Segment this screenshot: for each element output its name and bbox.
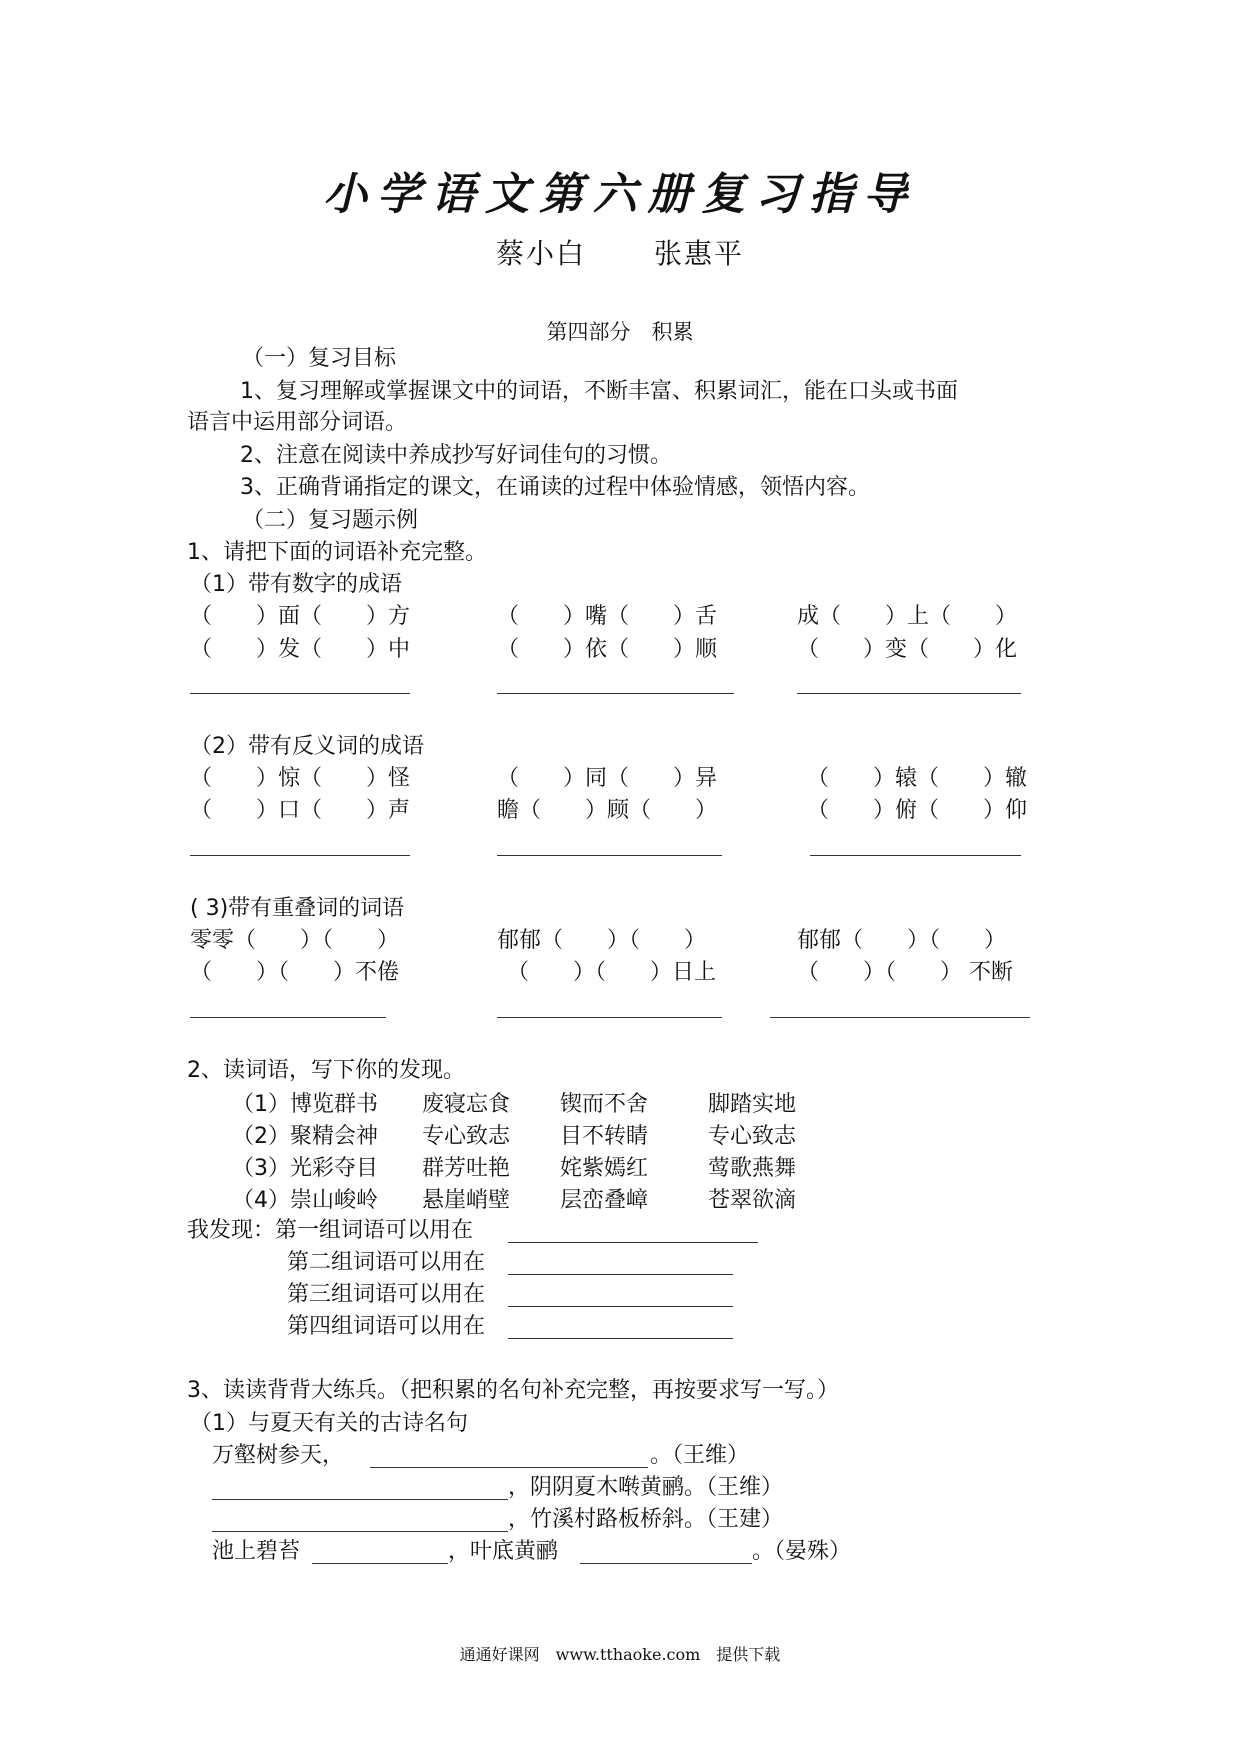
q2-g1-w4: 脚踏实地: [708, 1092, 797, 1117]
q1-part1-r2c1: （ ）发（ ）中: [190, 637, 411, 662]
author-2: 张惠平: [654, 237, 745, 270]
poem-blank[interactable]: [212, 1531, 508, 1532]
goal-line-1: 1、复习理解或掌握课文中的词语，不断丰富、积累词汇，能在口头或书面: [240, 379, 958, 404]
q2-g3-w4: 莺歌燕舞: [708, 1156, 797, 1181]
q2-g2-w4: 专心致志: [708, 1124, 797, 1149]
poem-blank[interactable]: [370, 1467, 648, 1468]
section-heading: 第四部分 积累: [546, 320, 694, 344]
answer-blank[interactable]: [190, 855, 410, 856]
q2-g4-w2: 悬崖峭壁: [422, 1188, 511, 1213]
goal-line-3: 2、注意在阅读中养成抄写好词佳句的习惯。: [240, 443, 672, 468]
q2-g3-w2: 群芳吐艳: [422, 1156, 511, 1181]
q1-part2-r2c2: 瞻（ ）顾（ ）: [497, 798, 718, 823]
document-title: 小学语文第六册复习指导: [323, 169, 917, 220]
poem-line-4-end: 。（晏殊）: [752, 1539, 852, 1564]
q1-part3-r2c2: （ ）（ ）日上: [507, 960, 717, 985]
q2-g3-w3: 姹紫嫣红: [560, 1156, 649, 1181]
answer-blank[interactable]: [190, 1017, 386, 1018]
authors: [0, 232, 1240, 272]
q2-title: 2、读词语，写下你的发现。: [187, 1058, 465, 1083]
finding-1-label: 我发现：第一组词语可以用在: [187, 1218, 474, 1243]
answer-blank[interactable]: [497, 1017, 722, 1018]
q1-part3-title: ( 3)带有重叠词的词语: [190, 896, 405, 921]
q3-title: 3、读读背背大练兵。（把积累的名句补充完整，再按要求写一写。）: [187, 1378, 839, 1403]
poem-blank[interactable]: [580, 1563, 752, 1564]
examples-heading: （二）复习题示例: [242, 508, 419, 533]
finding-2-label: 第二组词语可以用在: [287, 1250, 486, 1275]
finding-3-blank[interactable]: [508, 1306, 733, 1307]
answer-blank[interactable]: [190, 693, 410, 694]
q1-part2-r1c2: （ ）同（ ）异: [497, 766, 718, 791]
q1-part3-r2c3: （ ）（ ） 不断: [797, 960, 1013, 985]
q2-g4-w1: （4）崇山峻岭: [232, 1188, 378, 1213]
q2-g2-w2: 专心致志: [422, 1124, 511, 1149]
q1-part1-r1c1: （ ）面（ ）方: [190, 604, 411, 629]
q1-part1-r1c3: 成（ ）上（ ）: [797, 604, 1018, 629]
footer-credit: 通通好课网 www.tthaoke.com 提供下载: [459, 1645, 781, 1664]
answer-blank[interactable]: [797, 693, 1021, 694]
q1-part2-r2c1: （ ）口（ ）声: [190, 798, 411, 823]
q1-part3-r1c2: 郁郁（ ）（ ）: [497, 928, 707, 953]
answer-blank[interactable]: [497, 693, 734, 694]
q1-part1-r2c2: （ ）依（ ）顺: [497, 637, 718, 662]
goal-line-4: 3、正确背诵指定的课文，在诵读的过程中体验情感，领悟内容。: [240, 475, 870, 500]
q1-part2-r1c1: （ ）惊（ ）怪: [190, 766, 411, 791]
q2-g1-w3: 锲而不舍: [560, 1092, 649, 1117]
q1-part1-r2c3: （ ）变（ ）化: [797, 637, 1018, 662]
poem-line-1-end: 。（王维）: [650, 1443, 750, 1468]
q1-part1-title: （1）带有数字的成语: [190, 572, 402, 597]
q2-g3-w1: （3）光彩夺目: [232, 1156, 378, 1181]
answer-blank[interactable]: [810, 855, 1021, 856]
q1-part1-r1c2: （ ）嘴（ ）舌: [497, 604, 718, 629]
poem-line-1-start: 万壑树参天，: [212, 1443, 345, 1468]
finding-1-blank[interactable]: [508, 1242, 758, 1243]
q1-part2-r1c3: （ ）辕（ ）辙: [807, 766, 1028, 791]
poem-blank[interactable]: [212, 1499, 508, 1500]
q1-title: 1、请把下面的词语补充完整。: [187, 540, 487, 565]
poem-line-4-middle: ，叶底黄鹂: [448, 1539, 559, 1564]
q1-part3-r1c1: 零零（ ）（ ）: [190, 928, 400, 953]
q2-g1-w1: （1）博览群书: [232, 1092, 378, 1117]
q2-g2-w3: 目不转睛: [560, 1124, 649, 1149]
finding-4-label: 第四组词语可以用在: [287, 1314, 486, 1339]
poem-line-4-start: 池上碧苔: [212, 1539, 301, 1564]
q3-sub-title: （1）与夏天有关的古诗名句: [190, 1411, 468, 1436]
q2-g4-w4: 苍翠欲滴: [708, 1188, 797, 1213]
poem-line-3-end: ，竹溪村路板桥斜。（王建）: [508, 1507, 784, 1532]
goal-line-2: 语言中运用部分词语。: [187, 410, 408, 435]
q1-part3-r1c3: 郁郁（ ）（ ）: [797, 928, 1007, 953]
q2-g1-w2: 废寝忘食: [422, 1092, 511, 1117]
q1-part3-r2c1: （ ）（ ）不倦: [190, 960, 400, 985]
finding-2-blank[interactable]: [508, 1274, 733, 1275]
finding-4-blank[interactable]: [508, 1338, 733, 1339]
goals-heading: （一）复习目标: [242, 346, 397, 371]
answer-blank[interactable]: [497, 855, 722, 856]
finding-3-label: 第三组词语可以用在: [287, 1282, 486, 1307]
q2-g2-w1: （2）聚精会神: [232, 1124, 378, 1149]
q2-g4-w3: 层峦叠嶂: [560, 1188, 649, 1213]
answer-blank[interactable]: [770, 1017, 1030, 1018]
q1-part2-r2c3: （ ）俯（ ）仰: [807, 798, 1028, 823]
author-1: 蔡小白: [495, 237, 586, 270]
poem-line-2-end: ，阴阴夏木啭黄鹂。（王维）: [508, 1475, 784, 1500]
poem-blank[interactable]: [312, 1563, 448, 1564]
q1-part2-title: （2）带有反义词的成语: [190, 734, 424, 759]
